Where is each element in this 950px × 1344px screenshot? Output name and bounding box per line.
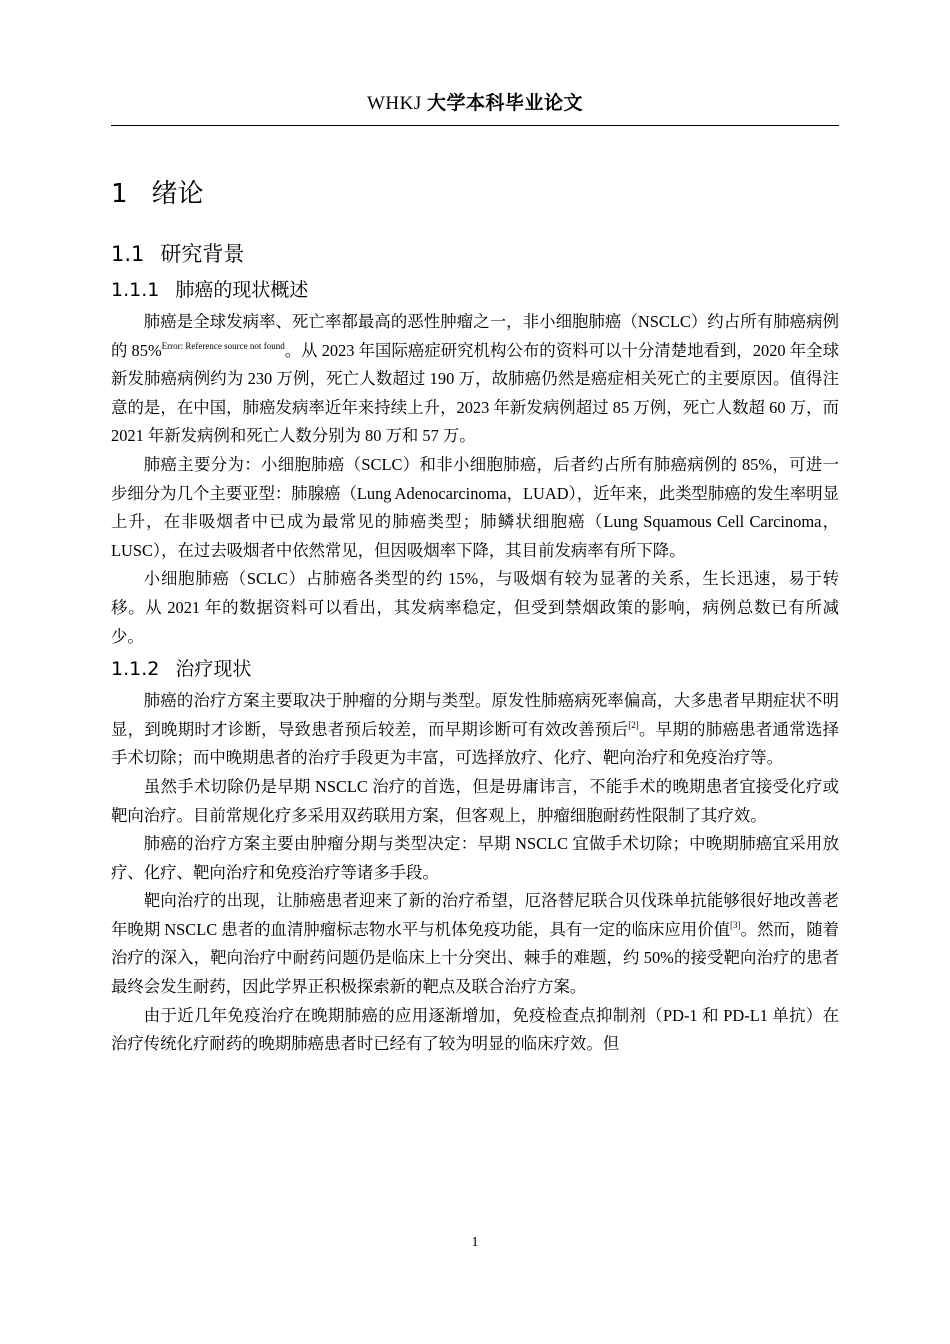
subsection-heading-2 <box>111 651 839 687</box>
paragraph: 肺癌的治疗方案主要取决于肿瘤的分期与类型。原发性肺癌病死率偏高，大多患者早期症状不明显，到晚期时才诊断，导致患者预后较差，而早期诊断可有效改善预后[2]。早期的肺癌患者通常选择手术切除；而中晚期患者的治疗手段更为丰富，可选择放疗、化疗、靶向治疗和免疫治疗等。 <box>111 691 839 768</box>
section-heading <box>111 236 839 272</box>
citation: [3] <box>730 919 741 930</box>
chapter-number: 1 <box>111 179 128 209</box>
header-prefix: WHKJ <box>366 93 427 114</box>
paragraph: 肺癌是全球发病率、死亡率都最高的恶性肿瘤之一，非小细胞肺癌（NSCLC）约占所有肺癌病例的 85%$^{Error: Reference source not found}$。从 2023 年国际癌症研究机构公布的资料可以十分清楚地看到，2020 年全球新发肺癌病例约为 230 万例，死亡人数超过 190 万，故肺癌仍然是癌症相关死亡的主要原因。值得注意的是，在中国，肺癌发病率近年来持续上升，2023 年新发病例超过 85 万例，死亡人数超 60 万，而 2021 年新发病例和死亡人数分别为 80 万和 57 万。 <box>111 312 839 446</box>
paragraph: 肺癌的治疗方案主要由肿瘤分期与类型决定：早期 NSCLC 宜做手术切除；中晚期肺癌宜采用放疗、化疗、靶向治疗和免疫治疗等诸多手段。 <box>111 834 839 882</box>
section-title: 研究背景 <box>160 242 245 266</box>
paragraph: 靶向治疗的出现，让肺癌患者迎来了新的治疗希望，厄洛替尼联合贝伐珠单抗能够很好地改善老年晚期 NSCLC 患者的血清肿瘤标志物水平与机体免疫功能，具有一定的临床应用价值[3]。然而，随着治疗的深入，靶向治疗中耐药问题仍是临床上十分突出、棘手的难题，约 50%的接受靶向治疗的患者最终会发生耐药，因此学界正积极探索新的靶点及联合治疗方案。 <box>111 891 839 997</box>
citation: [2] <box>628 719 639 730</box>
chapter-heading <box>111 170 839 218</box>
section-number: 1.1 <box>111 242 145 266</box>
paragraph: 虽然手术切除仍是早期 NSCLC 治疗的首选，但是毋庸讳言，不能手术的晚期患者宜接受化疗或靶向治疗。目前常规化疗多采用双药联用方案，但客观上，肿瘤细胞耐药性限制了其疗效。 <box>111 776 839 825</box>
page-number: 1 <box>471 1235 479 1250</box>
paragraph: 由于近几年免疫治疗在晚期肺癌的应用逐渐增加，免疫检查点抑制剂（PD-1 和 PD-L1 单抗）在治疗传统化疗耐药的晚期肺癌患者时已经有了较为明显的临床疗效。但 <box>111 1005 839 1054</box>
subsection-number: 1.1.2 <box>111 658 160 681</box>
header-rule <box>111 125 839 126</box>
subsection-heading-1 <box>111 272 839 308</box>
paragraph: 肺癌主要分为：小细胞肺癌（SCLC）和非小细胞肺癌，后者约占所有肺癌病例的 85%，可进一步细分为几个主要亚型：肺腺癌（Lung Adenocarcinoma，LUAD），近年来，此类型肺癌的发生率明显上升，在非吸烟者中已成为最常见的肺癌类型；肺鳞状细胞癌（Lung Squamous Cell Carcinoma，LUSC），在过去吸烟者中依然常见，但因吸烟率下降，其目前发病率有所下降。 <box>111 454 839 560</box>
page-header <box>111 88 839 115</box>
subsection-title: 肺癌的现状概述 <box>175 279 309 301</box>
subsection-title: 治疗现状 <box>175 658 252 681</box>
paragraph: 小细胞肺癌（SCLC）占肺癌各类型的约 15%，与吸烟有较为显著的关系，生长迅速，易于转移。从 2021 年的数据资料可以看出，其发病率稳定，但受到禁烟政策的影响，病例总数已有所减少。 <box>111 569 839 646</box>
page-body <box>111 170 839 1059</box>
header-title: 大学本科毕业论文 <box>427 92 584 114</box>
chapter-title: 绪论 <box>151 179 204 209</box>
subsection-number: 1.1.1 <box>111 279 160 301</box>
citation: Error: Reference source not found <box>161 340 285 351</box>
